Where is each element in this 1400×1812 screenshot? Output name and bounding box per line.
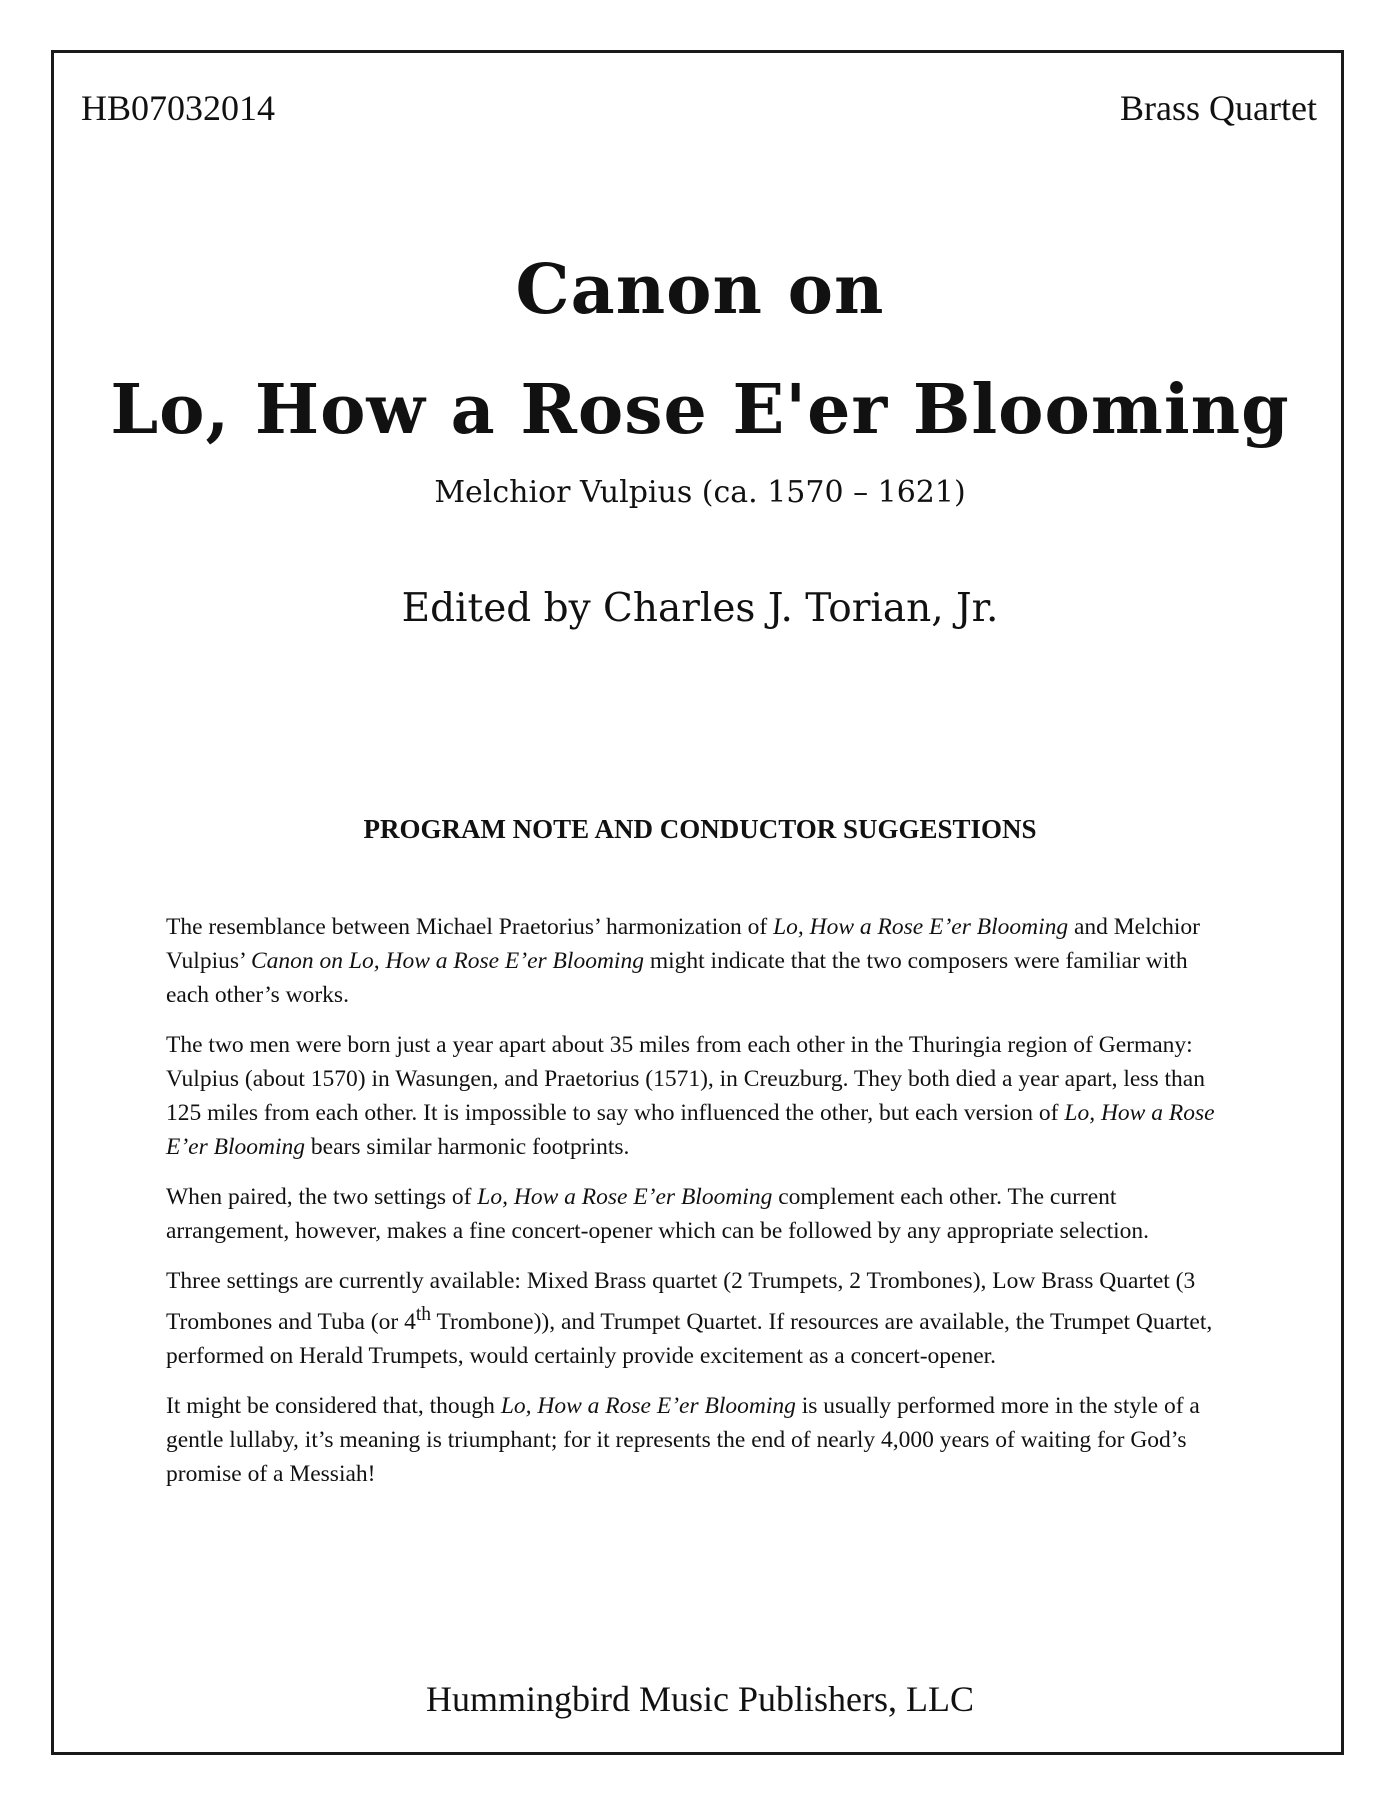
note-paragraph-2	[166, 1028, 1236, 1164]
italic-title-text: Lo, How a Rose E’er Blooming	[166, 1100, 1215, 1160]
paragraph-text: is usually performed more in the style of a gentle lullaby, it’s meaning is triumphant; for it represents the end of nearly 4,000 years of waiting for God’s promise of a Messiah!	[166, 1392, 1200, 1487]
program-notes	[166, 910, 1236, 1507]
paragraph-text: might indicate that the two composers were familiar with each other’s works.	[166, 948, 1188, 1008]
title-line-1: Canon on	[515, 250, 885, 330]
italic-title-text: Lo, How a Rose E’er Blooming	[477, 1184, 773, 1210]
superscript-text: th	[415, 1304, 432, 1325]
publisher-name: Hummingbird Music Publishers, LLC	[426, 1679, 974, 1719]
paragraph-text: and Melchior Vulpius’	[166, 914, 1200, 974]
italic-title-text: Canon on Lo, How a Rose E’er Blooming	[250, 948, 644, 974]
italic-title-text: Lo, How a Rose E’er Blooming	[500, 1392, 796, 1419]
ensemble-label: Brass Quartet	[1120, 88, 1317, 128]
paragraph-text: bears similar harmonic footprints.	[305, 1134, 630, 1160]
note-paragraph-5	[166, 1389, 1236, 1491]
title-line-2: Lo, How a Rose E'er Blooming	[110, 370, 1290, 450]
paragraph-text: Trombone)), and Trumpet Quartet. If resources are available, the Trumpet Quartet, performed on Herald Trumpets, would certainly provide excitement as a concert-opener.	[166, 1308, 1213, 1369]
composer-credit: Melchior Vulpius (ca. 1570 – 1621)	[434, 475, 966, 510]
catalog-number: HB07032014	[81, 88, 276, 128]
editor-credit: Edited by Charles J. Torian, Jr.	[401, 586, 999, 631]
paragraph-text: complement each other. The current arrangement, however, makes a fine concert-opener which can be followed by any appropriate selection.	[166, 1184, 1150, 1244]
paragraph-text: Three settings are currently available: Mixed Brass quartet (2 Trumpets, 2 Trombones), Low Brass Quartet (3 Trombones and Tuba (or 4	[166, 1268, 1196, 1335]
paragraph-text: The two men were born just a year apart about 35 miles from each other in the Thuringia region of Germany: Vulpius (about 1570) in Wasungen, and Praetorius (1571), in Creuzburg. They both died a year apart, less than 125 miles from each other. It is impossible to say who influenced the other, but each version of	[166, 1032, 1205, 1126]
note-paragraph-4	[166, 1264, 1236, 1373]
paragraph-text: It might be considered that, though	[166, 1392, 501, 1419]
italic-title-text: Lo, How a Rose E’er Blooming	[773, 914, 1069, 940]
section-heading: PROGRAM NOTE AND CONDUCTOR SUGGESTIONS	[363, 814, 1037, 844]
note-paragraph-1	[166, 910, 1236, 1012]
paragraph-text: The resemblance between Michael Praetorius’ harmonization of	[166, 914, 774, 940]
paragraph-text: When paired, the two settings of	[166, 1184, 478, 1210]
note-paragraph-3	[166, 1180, 1236, 1248]
